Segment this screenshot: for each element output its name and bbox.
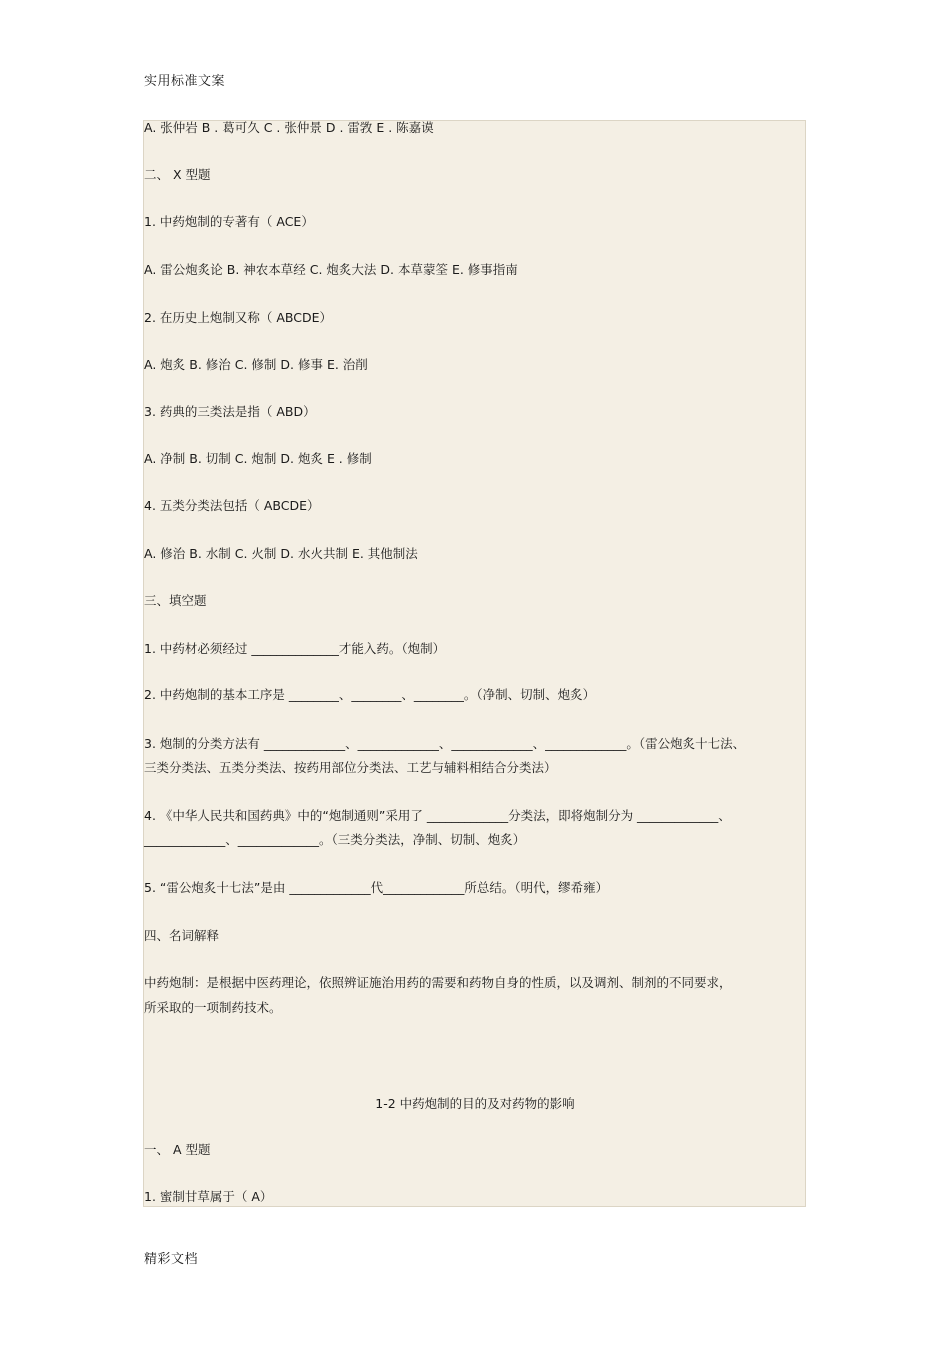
question: 2. 在历史上炮制又称（ ABCDE）: [144, 310, 333, 325]
page-footer: 精彩文档: [144, 1252, 199, 1267]
fill-question: 2. 中药炮制的基本工序是 ________、________、________。（净制、切制、炮炙）: [144, 687, 596, 702]
section-heading: 一、 A 型题: [144, 1142, 211, 1157]
question: 4. 五类分类法包括（ ABCDE）: [144, 498, 320, 513]
fill-question: 4. 《中华人民共和国药典》中的“炮制通则”采用了 _____________分类法，即将炮制分为 _____________、: [144, 808, 731, 823]
fill-question-cont: _____________、_____________。（三类分类法，净制、切制、炮炙）: [144, 832, 526, 847]
fill-question-cont: 三类分类法、五类分类法、按药用部位分类法、工艺与辅料相结合分类法）: [144, 760, 557, 775]
question: 3. 药典的三类法是指（ ABD）: [144, 404, 316, 419]
question: 1. 蜜制甘草属于（ A）: [144, 1189, 273, 1204]
options: A. 炮炙 B. 修治 C. 修制 D. 修事 E. 治削: [144, 357, 368, 372]
definition: 中药炮制：是根据中医药理论，依照辨证施治用药的需要和药物自身的性质，以及调剂、制剂的不同要求，: [144, 975, 732, 990]
fill-question: 5. “雷公炮炙十七法”是由 _____________代_____________所总结。（明代，缪希雍）: [144, 880, 609, 895]
options: A. 修治 B. 水制 C. 火制 D. 水火共制 E. 其他制法: [144, 546, 418, 561]
text-line: A. 张仲岩 B . 葛可久 C . 张仲景 D . 雷敩 E . 陈嘉谟: [144, 120, 434, 135]
page-header: 实用标准文案: [144, 74, 226, 89]
fill-question: 3. 炮制的分类方法有 _____________、_____________、_____________、_____________。（雷公炮炙十七法、: [144, 736, 746, 751]
fill-question: 1. 中药材必须经过 ______________才能入药。（炮制）: [144, 641, 446, 656]
section-heading: 三、填空题: [144, 593, 207, 608]
options: A. 雷公炮炙论 B. 神农本草经 C. 炮炙大法 D. 本草蒙筌 E. 修事指南: [144, 262, 518, 277]
section-heading: 四、名词解释: [144, 928, 220, 943]
section-title: 1-2 中药炮制的目的及对药物的影响: [375, 1096, 575, 1111]
section-heading: 二、 X 型题: [144, 167, 211, 182]
options: A. 净制 B. 切制 C. 炮制 D. 炮炙 E . 修制: [144, 451, 372, 466]
question: 1. 中药炮制的专著有（ ACE）: [144, 214, 314, 229]
content-panel: [143, 120, 806, 1207]
definition-cont: 所采取的一项制药技术。: [144, 1000, 282, 1015]
